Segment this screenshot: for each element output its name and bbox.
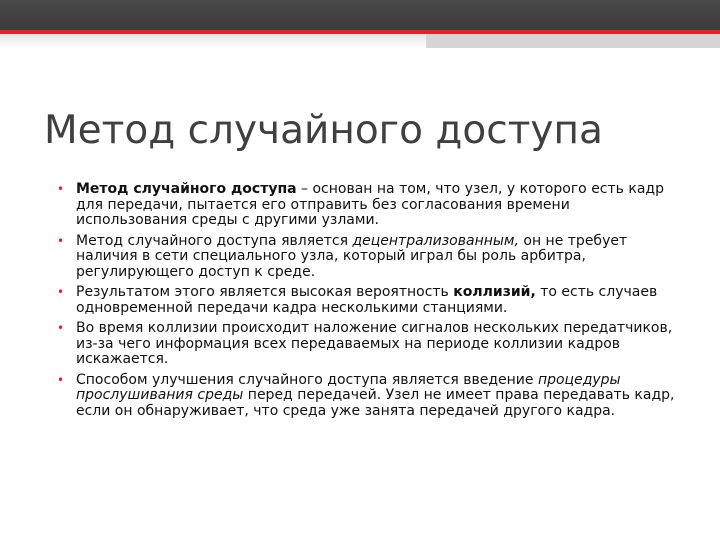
header-bar-dark bbox=[0, 0, 720, 30]
header-gradient-segment bbox=[0, 34, 426, 48]
bullet-term: коллизий, bbox=[453, 284, 536, 300]
bullet-list bbox=[57, 182, 681, 424]
bullet-dot-icon: • bbox=[57, 285, 65, 299]
bullet-item bbox=[57, 182, 681, 229]
bullet-text: Метод случайного доступа является bbox=[76, 232, 353, 249]
bullet-emphasis: процедуры прослушивания среды bbox=[76, 371, 621, 403]
bullet-text: то есть случаев одновременной передачи кадра несколькими станциями. bbox=[76, 284, 658, 316]
bullet-emphasis: децентрализованным, bbox=[352, 232, 519, 249]
bullet-item bbox=[57, 234, 681, 281]
bullet-dot-icon: • bbox=[57, 182, 65, 196]
bullet-item bbox=[57, 285, 681, 316]
bullet-text: Способом улучшения случайного доступа является введение bbox=[76, 371, 538, 388]
bullet-text: – основан на том, что узел, у которого есть кадр для передачи, пытается его отправить без согласования времени использования среды с другими узлами. bbox=[76, 181, 664, 228]
bullet-text: Во время коллизии происходит наложение сигналов нескольких передатчиков, из-за чего информация всех передаваемых на периоде коллизии кадров искажается. bbox=[76, 320, 673, 367]
bullet-dot-icon: • bbox=[57, 233, 65, 248]
bullet-term: Метод случайного доступа bbox=[76, 181, 297, 197]
bullet-dot-icon: • bbox=[57, 372, 65, 387]
slide-title: Метод случайного доступа bbox=[44, 108, 603, 153]
bullet-text: он не требует наличия в сети специального узла, который играл бы роль арбитра, регулирующего доступ к среде. bbox=[76, 232, 628, 280]
bullet-item bbox=[57, 321, 681, 368]
bullet-text: перед передачей. Узел не имеет права передавать кадр, если он обнаруживает, что среда уже занята передачей другого кадра. bbox=[76, 387, 675, 419]
header-gray-segment bbox=[426, 34, 720, 48]
bullet-text: Результатом этого является высокая вероятность bbox=[76, 284, 454, 300]
bullet-dot-icon: • bbox=[57, 321, 65, 335]
header-bar-gray bbox=[0, 34, 720, 48]
bullet-item bbox=[57, 373, 681, 420]
